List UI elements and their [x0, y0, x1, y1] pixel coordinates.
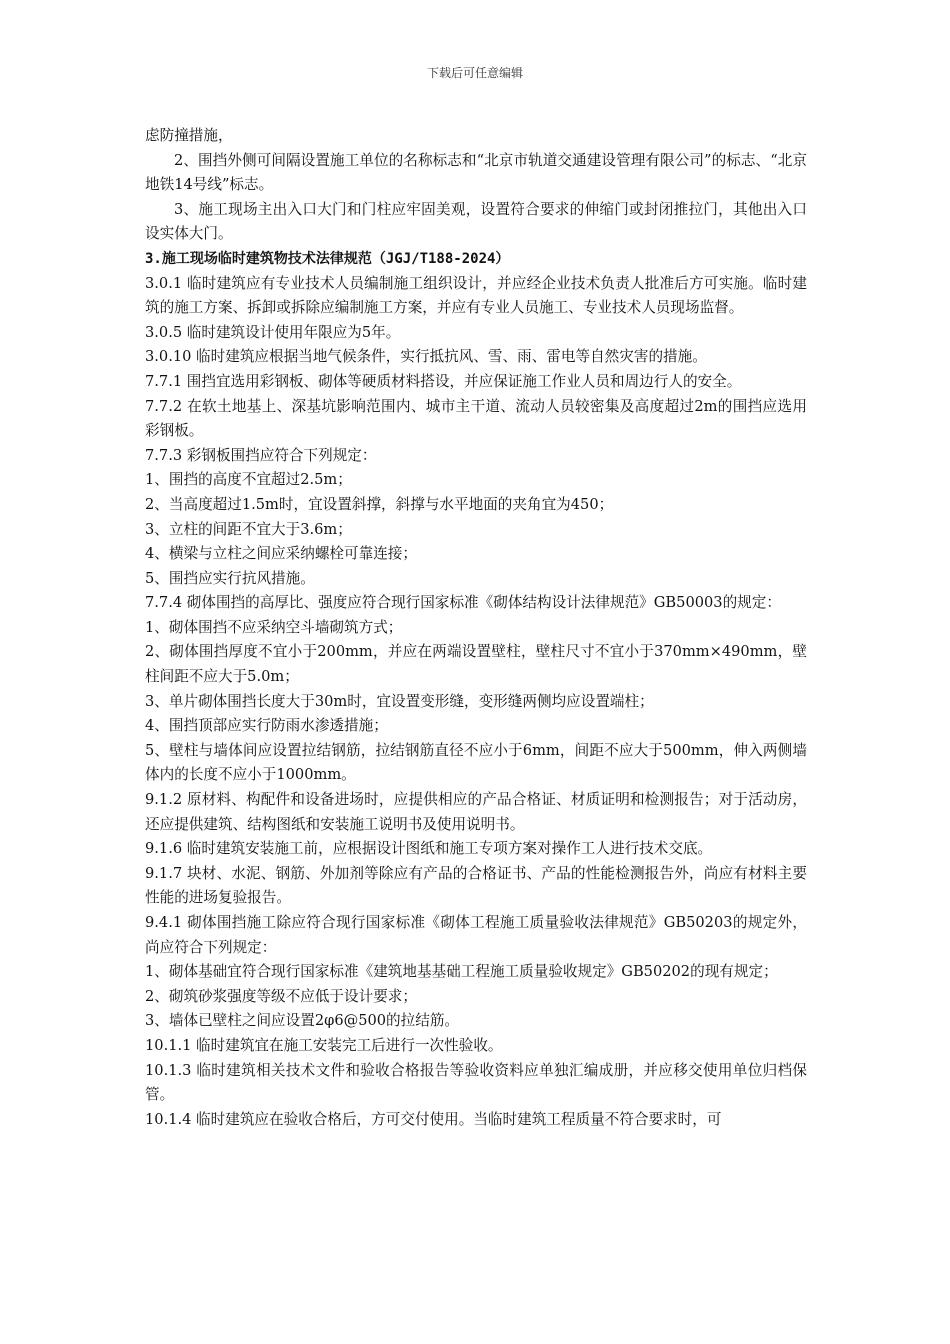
- list-item: 4、围挡顶部应实行防雨水渗透措施；: [145, 717, 388, 735]
- list-item: 1、围挡的高度不宜超过2.5m；: [145, 471, 352, 489]
- paragraph: 9.1.6 临时建筑安装施工前，应根据设计图纸和施工专项方案对操作工人进行技术交底。: [145, 840, 713, 858]
- list-item: 5、壁柱与墙体间应设置拉结钢筋，拉结钢筋直径不应小于6mm，间距不应大于500mm，伸入两侧墙体内的长度不应小于1000mm。: [145, 741, 807, 784]
- paragraph: 10.1.1 临时建筑宜在施工安装完工后进行一次性验收。: [145, 1036, 503, 1054]
- paragraph: 10.1.4 临时建筑应在验收合格后，方可交付使用。当临时建筑工程质量不符合要求时，可: [145, 1110, 722, 1128]
- page-header: 下载后可任意编辑: [426, 66, 523, 80]
- list-item: 5、围挡应实行抗风措施。: [145, 569, 315, 587]
- list-item: 2、砌筑砂浆强度等级不应低于设计要求；: [145, 987, 417, 1005]
- list-item: 1、砌体围挡不应采纳空斗墙砌筑方式；: [145, 618, 403, 636]
- list-item: 3、单片砌体围挡长度大于30m时，宜设置变形缝，变形缝两侧均应设置端柱；: [145, 692, 654, 710]
- paragraph: 10.1.3 临时建筑相关技术文件和验收合格报告等验收资料应单独汇编成册，并应移交使用单位归档保管。: [145, 1061, 807, 1104]
- list-item: 3、立柱的间距不宜大于3.6m；: [145, 520, 352, 538]
- paragraph: 2、围挡外侧可间隔设置施工单位的名称标志和“北京市轨道交通建设管理有限公司”的标志、“北京地铁14号线”标志。: [145, 151, 807, 194]
- paragraph: 9.1.2 原材料、构配件和设备进场时，应提供相应的产品合格证、材质证明和检测报告；对于活动房，还应提供建筑、结构图纸和安装施工说明书及使用说明书。: [145, 791, 807, 833]
- list-item: 2、当高度超过1.5m时，宜设置斜撑，斜撑与水平地面的夹角宜为450；: [145, 495, 614, 513]
- paragraph: 3.0.1 临时建筑应有专业技术人员编制施工组织设计，并应经企业技术负责人批准后方可实施。临时建筑的施工方案、拆卸或拆除应编制施工方案，并应有专业人员施工、专业技术人员现场监督。: [145, 274, 807, 317]
- paragraph: 7.7.1 围挡宜选用彩钢板、砌体等硬质材料搭设，并应保证施工作业人员和周边行人的安全。: [145, 372, 742, 390]
- paragraph: 7.7.2 在软土地基上、深基坑影响范围内、城市主干道、流动人员较密集及高度超过2m的围挡应选用彩钢板。: [145, 397, 807, 440]
- list-item: 2、砌体围挡厚度不宜小于200mm，并应在两端设置壁柱，壁柱尺寸不宜小于370mm×490mm，壁柱间距不应大于5.0m；: [145, 643, 807, 686]
- list-item: 1、砌体基础宜符合现行国家标准《建筑地基基础工程施工质量验收规定》GB50202的现有规定；: [145, 963, 778, 981]
- paragraph: 9.4.1 砌体围挡施工除应符合现行国家标准《砌体工程施工质量验收法律规范》GB50203的规定外，尚应符合下列规定：: [145, 914, 807, 956]
- section-heading: 3.施工现场临时建筑物技术法律规范（JGJ/T188-2024）: [145, 250, 510, 267]
- paragraph: 虑防撞措施，: [145, 127, 233, 144]
- paragraph: 3.0.10 临时建筑应根据当地气候条件，实行抵抗风、雪、雨、雷电等自然灾害的措施。: [145, 348, 707, 366]
- list-item: 3、墙体已壁柱之间应设置2φ6@500的拉结筋。: [145, 1012, 460, 1030]
- paragraph: 3.0.5 临时建筑设计使用年限应为5年。: [145, 323, 401, 341]
- paragraph: 9.1.7 块材、水泥、钢筋、外加剂等除应有产品的合格证书、产品的性能检测报告外，尚应有材料主要性能的进场复验报告。: [145, 864, 807, 907]
- list-item: 4、横梁与立柱之间应采纳螺栓可靠连接；: [145, 545, 417, 563]
- paragraph: 3、施工现场主出入口大门和门柱应牢固美观，设置符合要求的伸缩门或封闭推拉门，其他出入口设实体大门。: [145, 200, 807, 243]
- paragraph: 7.7.4 砌体围挡的高厚比、强度应符合现行国家标准《砌体结构设计法律规范》GB50003的规定：: [145, 594, 781, 612]
- paragraph: 7.7.3 彩钢板围挡应符合下列规定：: [145, 446, 377, 464]
- document-body: [145, 124, 807, 1132]
